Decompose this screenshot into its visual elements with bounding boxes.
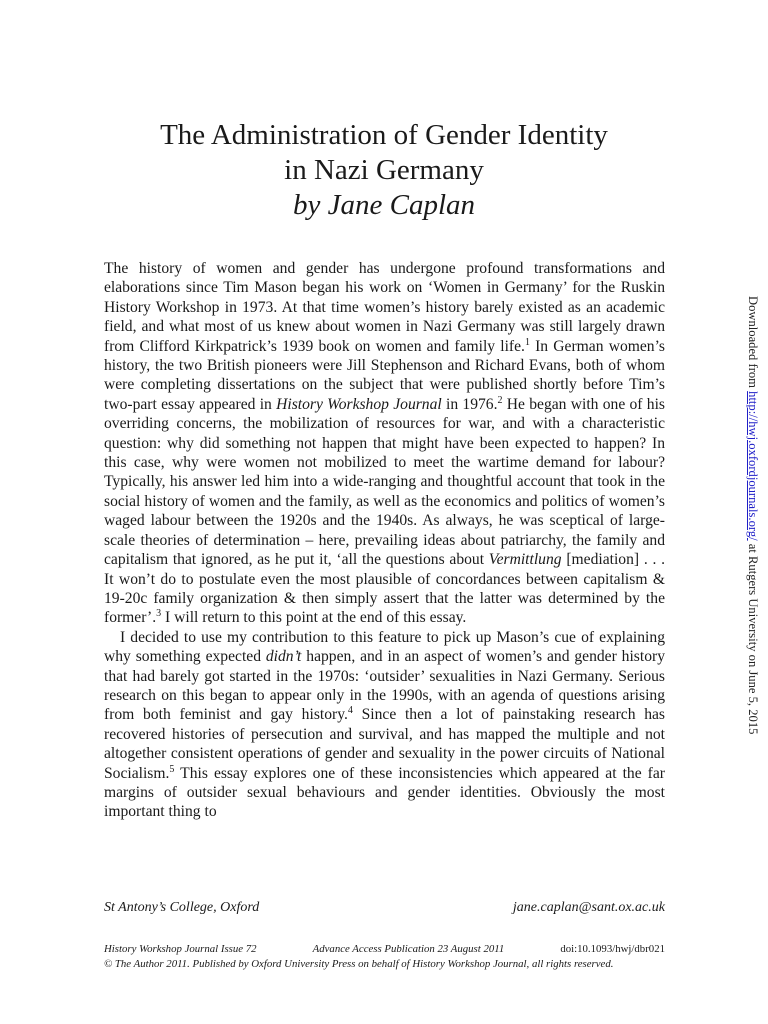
author-email[interactable]: jane.caplan@sant.ox.ac.uk <box>512 900 665 915</box>
article-title <box>0 118 768 223</box>
journal-title: History Workshop Journal <box>276 395 442 413</box>
footnote-ref-5[interactable]: 5 <box>169 763 175 775</box>
paragraph-1: The history of women and gender has undergone profound transformations and elaborations since Tim Mason began his work on ‘Women in Germany’ for the Ruskin History Workshop in 1973. At that time women’s history barely existed as an academic field, and what most of us knew about women in Nazi Germany was still largely drawn from Clifford Kirkpatrick’s 1939 book on women and family life.$^1$ In German women’s history, the two British pioneers were Jill Stephenson and Richard Evans, both of whom were completing dissertations on the subject that were published shortly before Tim’s two-part essay appeared in History Workshop Journal in 1976.$^2$ He began with one of his overriding concerns, the mobilization of resources for war, and with a characteristic question: why did something not happen that might have been expected to happen? In this case, why were women not mobilized to meet the wartime demand for labour? Typically, his answer led him into a wide-ranging and thoughtful account that took in the social history of women and the family, as well as the economics and politics of women’s waged labour between the 1920s and the 1940s. As always, he was sceptical of large-scale theories of determination – here, prevailing ideas about patriarchy, the family and capitalism that ignored, as he put it, ‘all the questions about Vermittlung [mediation] . . . It won’t do to postulate even the most plausible of concordances between capitalism & 19-20c family organization & then simply assert that the latter was determined by the former’.$^3$ I will return to this point at the end of this essay. <box>104 260 666 627</box>
footnote-ref-2[interactable]: 2 <box>497 394 503 406</box>
article-body <box>104 259 665 822</box>
journal-link[interactable]: http://hwj.oxfordjournals.org/ <box>746 391 760 541</box>
title-line-1: The Administration of Gender Identity <box>160 119 608 151</box>
footnote-ref-4[interactable]: 4 <box>347 705 353 717</box>
paragraph-2: I decided to use my contribution to this feature to pick up Mason’s cue of explaining why something expected didn’t happen, and in an aspect of women’s and gender history that had barely got started in the 1970s: ‘outsider’ sexualities in Nazi Germany. Serious research on this began to appear only in the 1990s, with an agenda of questions arising from both feminist and gay history.$^4$ Since then a lot of painstaking research has recovered histories of persecution and survival, and has mapped the multiple and not altogether consistent operations of gender and sexuality in the power circuits of National Socialism.$^5$ This essay explores one of these inconsistencies which appeared at the far margins of outsider sexual behaviours and gender identities. Obviously the most important thing to <box>104 628 665 821</box>
author-byline: by Jane Caplan <box>292 189 475 221</box>
copyright-notice: © The Author 2011. Published by Oxford University Press on behalf of History Workshop Journal, all rights reserved. <box>104 958 614 970</box>
title-line-2: in Nazi Germany <box>284 154 484 186</box>
emphasis-didnt: didn’t <box>265 648 302 666</box>
access-date: Advance Access Publication 23 August 2011 <box>312 943 505 955</box>
footnote-ref-1[interactable]: 1 <box>524 336 530 348</box>
footer-publication-row <box>104 942 665 957</box>
author-affiliation <box>104 900 665 916</box>
download-sidebar <box>730 296 760 736</box>
download-notice: Downloaded from http://hwj.oxfordjournals.org/ at Rutgers University on June 5, 2015 <box>746 296 760 735</box>
doi: doi:10.1093/hwj/dbr021 <box>560 943 665 955</box>
page-footer <box>104 942 665 972</box>
footnote-ref-3[interactable]: 3 <box>156 608 162 620</box>
term-vermittlung: Vermittlung <box>488 551 562 569</box>
journal-issue: History Workshop Journal Issue 72 <box>104 943 257 955</box>
institution: St Antony’s College, Oxford <box>104 900 260 915</box>
